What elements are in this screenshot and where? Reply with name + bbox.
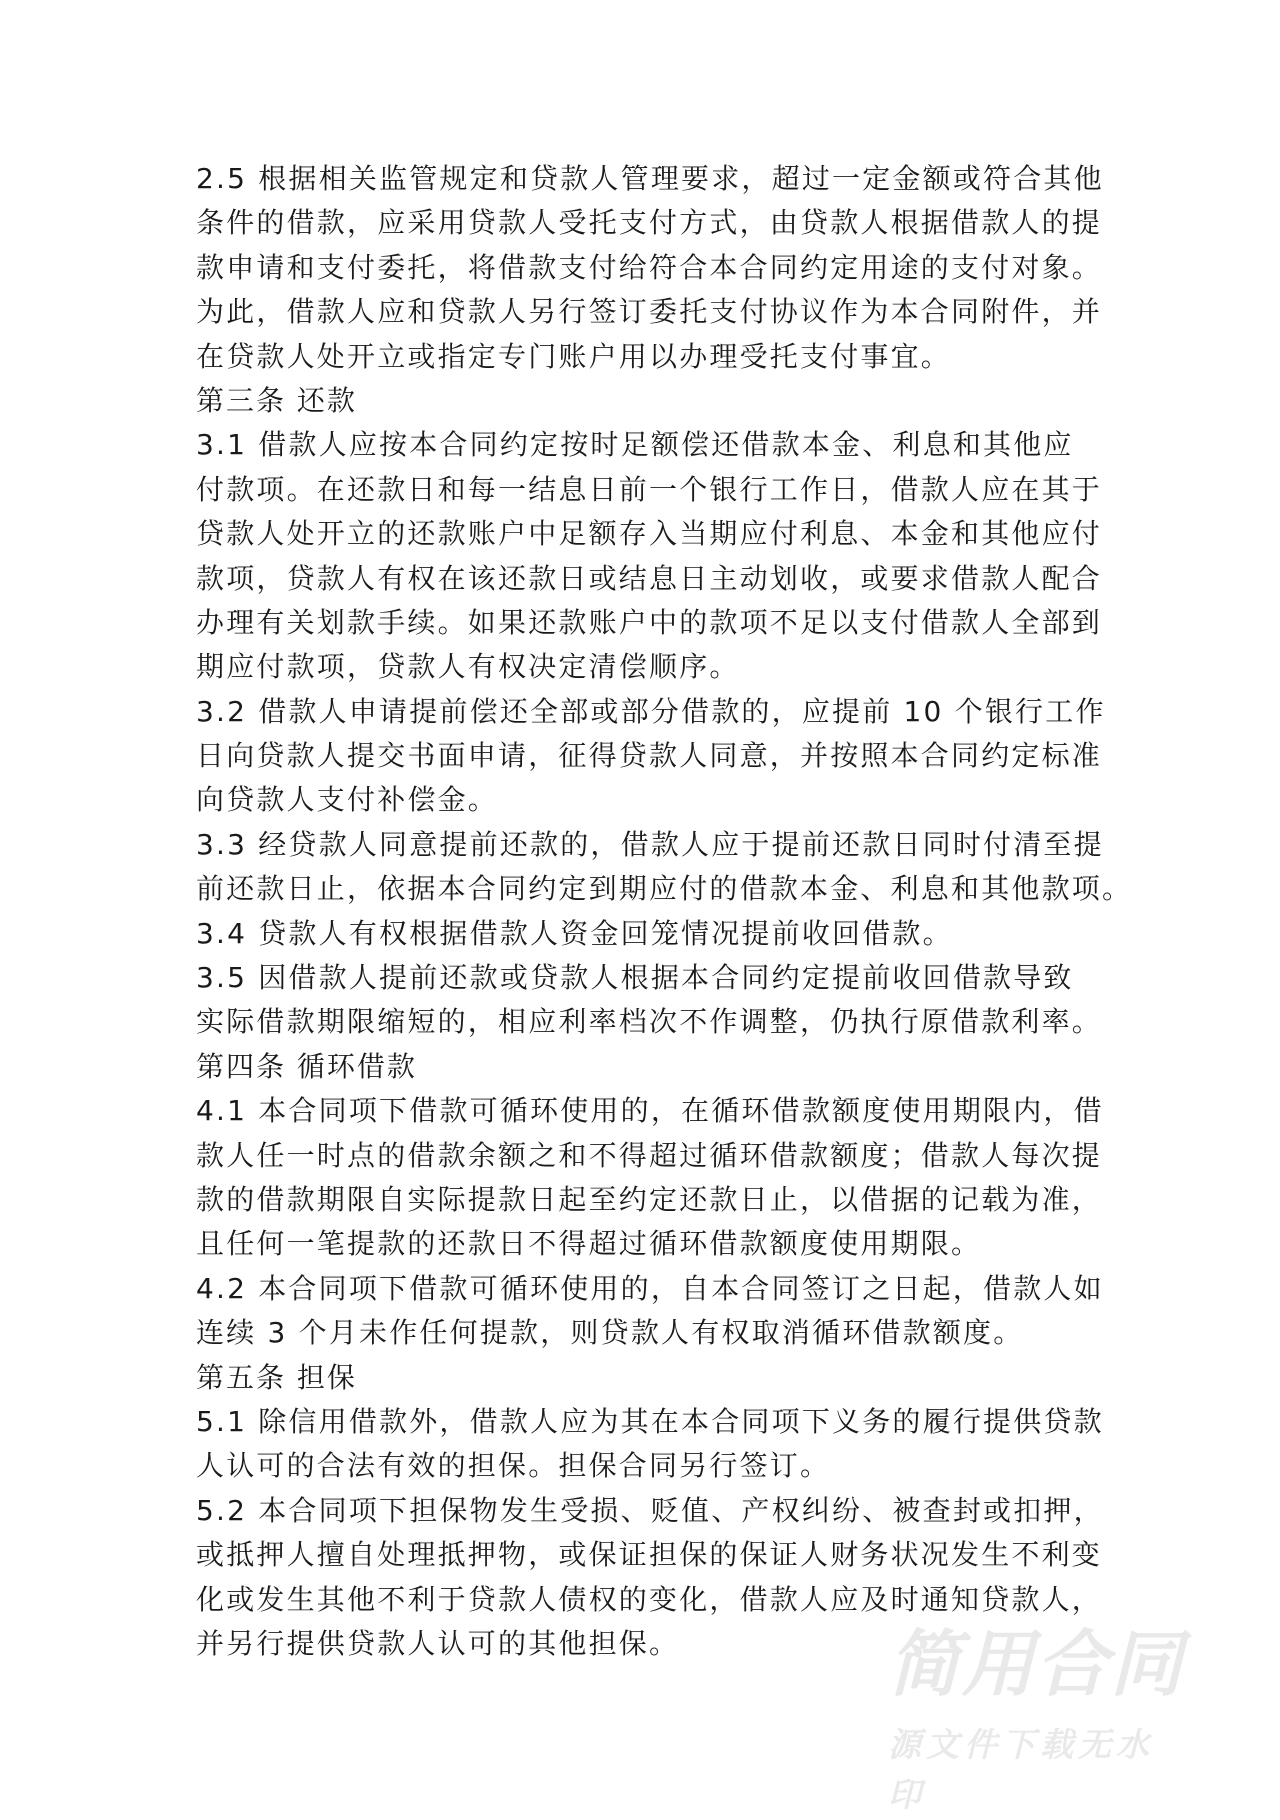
watermark-subtitle: 源文件下载无水印: [888, 1725, 1154, 1814]
paragraph-line: 条件的借款，应采用贷款人受托支付方式，由贷款人根据借款人的提: [196, 206, 1103, 240]
paragraph-line: 日向贷款人提交书面申请，征得贷款人同意，并按照本合同约定标准: [196, 739, 1103, 773]
paragraph-line: 5.1 除信用借款外，借款人应为其在本合同项下义务的履行提供贷款: [196, 1404, 1104, 1438]
document-body: [196, 157, 1133, 1666]
paragraph-line: 实际借款期限缩短的，相应利率档次不作调整，仍执行原借款利率。: [196, 1005, 1103, 1039]
paragraph-line: 3.5 因借款人提前还款或贷款人根据本合同约定提前收回借款导致: [196, 961, 1074, 995]
paragraph-line: 连续 3 个月未作任何提款，则贷款人有权取消循环借款额度。: [196, 1316, 1024, 1350]
paragraph-line: 5.2 本合同项下担保物发生受损、贬值、产权纠纷、被查封或扣押，: [196, 1493, 1104, 1527]
section-heading: 第五条 担保: [196, 1360, 357, 1394]
paragraph-line: 4.2 本合同项下借款可循环使用的，自本合同签订之日起，借款人如: [196, 1271, 1104, 1305]
paragraph-line: 期应付款项，贷款人有权决定清偿顺序。: [196, 650, 740, 684]
paragraph-line: 3.4 贷款人有权根据借款人资金回笼情况提前收回借款。: [196, 916, 953, 950]
paragraph-line: 且任何一笔提款的还款日不得超过循环借款额度使用期限。: [196, 1227, 982, 1261]
paragraph-line: 人认可的合法有效的担保。担保合同另行签订。: [196, 1449, 831, 1483]
paragraph-line: 3.3 经贷款人同意提前还款的，借款人应于提前还款日同时付清至提: [196, 827, 1104, 861]
paragraph-line: 4.1 本合同项下借款可循环使用的，在循环借款额度使用期限内，借: [196, 1094, 1104, 1128]
section-heading: 第三条 还款: [196, 383, 357, 417]
paragraph-line: 办理有关划款手续。如果还款账户中的款项不足以支付借款人全部到: [196, 605, 1103, 639]
paragraph-line: 款项，贷款人有权在该还款日或结息日主动划收，或要求借款人配合: [196, 561, 1103, 595]
paragraph-line: 3.1 借款人应按本合同约定按时足额偿还借款本金、利息和其他应: [196, 428, 1074, 462]
paragraph-line: 款人任一时点的借款余额之和不得超过循环借款额度；借款人每次提: [196, 1138, 1103, 1172]
paragraph-line: 为此，借款人应和贷款人另行签订委托支付协议作为本合同附件，并: [196, 295, 1103, 329]
paragraph-line: 贷款人处开立的还款账户中足额存入当期应付利息、本金和其他应付: [196, 517, 1103, 551]
watermark: [888, 1622, 1188, 1820]
paragraph-line: 付款项。在还款日和每一结息日前一个银行工作日，借款人应在其于: [196, 472, 1103, 506]
paragraph-line: 2.5 根据相关监管规定和贷款人管理要求，超过一定金额或符合其他: [196, 162, 1104, 195]
paragraph-line: 前还款日止，依据本合同约定到期应付的借款本金、利息和其他款项。: [196, 872, 1133, 906]
paragraph-line: 款的借款期限自实际提款日起至约定还款日止，以借据的记载为准，: [196, 1182, 1103, 1216]
paragraph-line: 或抵押人擅自处理抵押物，或保证担保的保证人财务状况发生不利变: [196, 1538, 1103, 1572]
paragraph-line: 向贷款人支付补偿金。: [196, 783, 499, 817]
paragraph-line: 3.2 借款人申请提前偿还全部或部分借款的，应提前 10 个银行工作: [196, 694, 1106, 728]
watermark-title: 简用合同: [888, 1622, 1185, 1706]
paragraph-line: 在贷款人处开立或指定专门账户用以办理受托支付事宜。: [196, 339, 952, 373]
section-heading: 第四条 循环借款: [196, 1049, 417, 1083]
paragraph-line: 款申请和支付委托，将借款支付给符合本合同约定用途的支付对象。: [196, 250, 1103, 284]
paragraph-line: 并另行提供贷款人认可的其他担保。: [196, 1626, 680, 1660]
paragraph-line: 化或发生其他不利于贷款人债权的变化，借款人应及时通知贷款人，: [196, 1582, 1103, 1616]
